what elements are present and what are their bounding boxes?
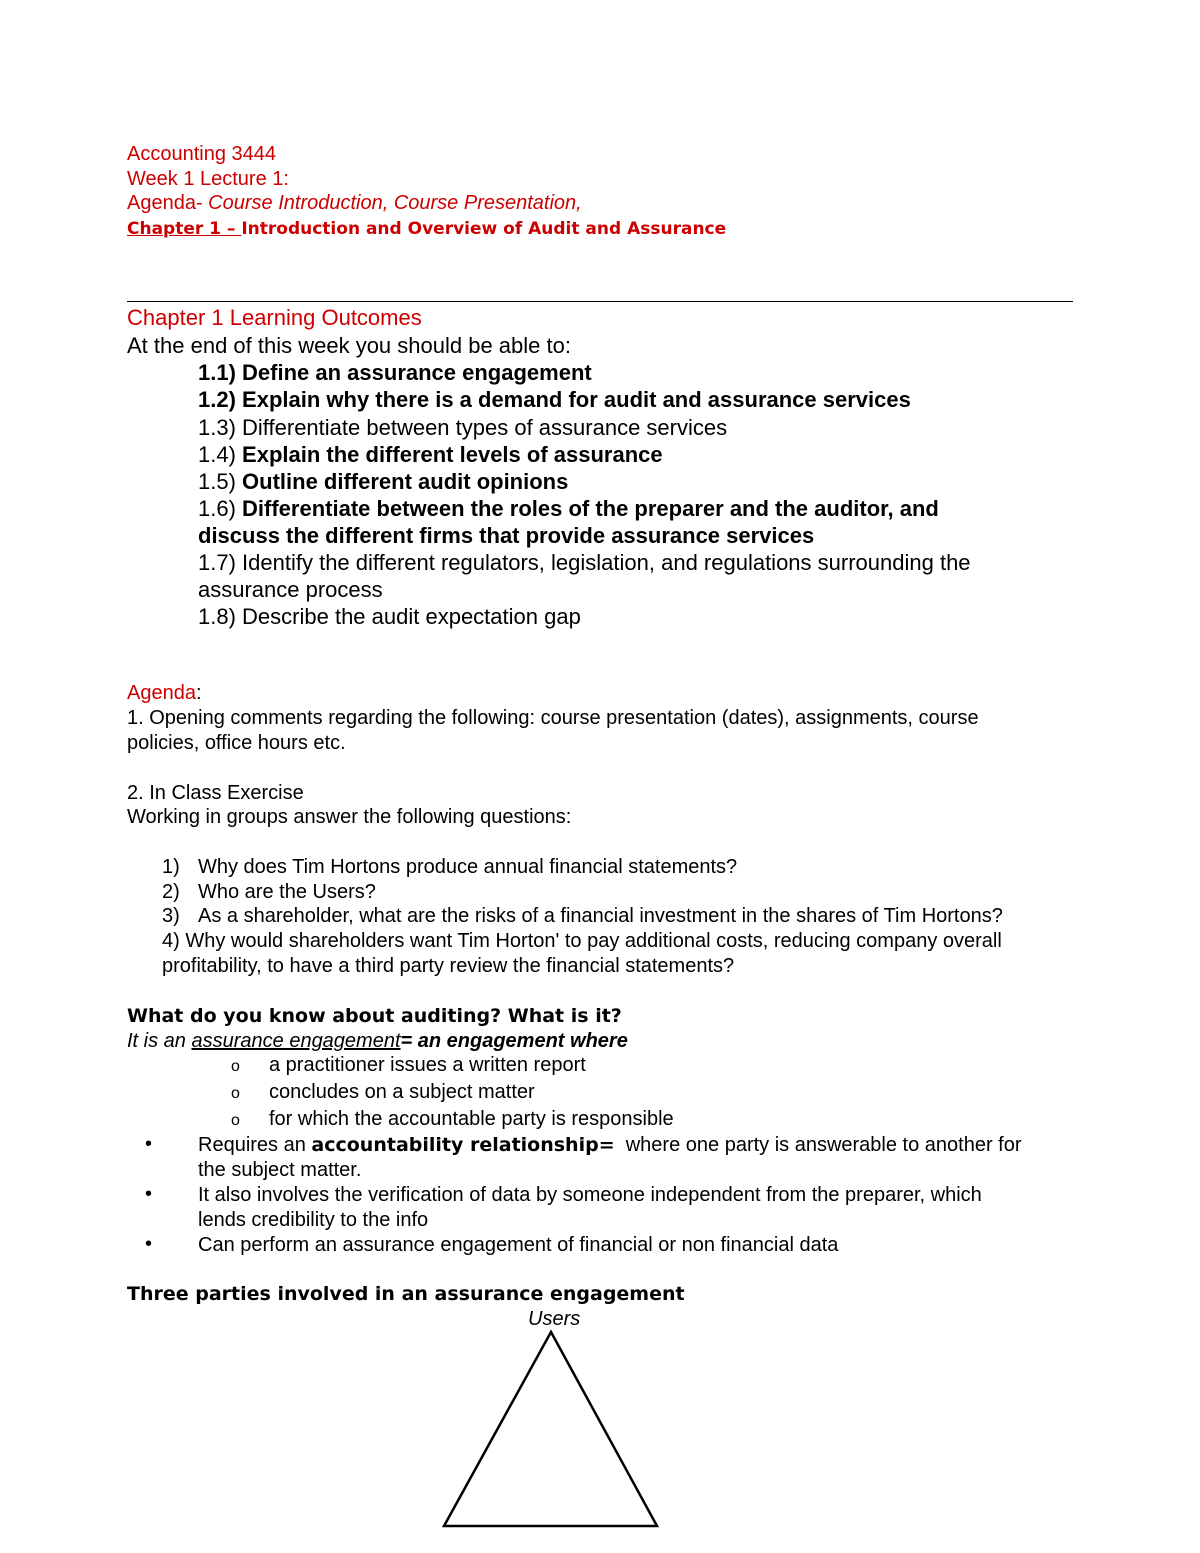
outcome-1-8: 1.8) Describe the audit expectation gap bbox=[198, 604, 581, 629]
sub-item-3: o for which the accountable party is responsible bbox=[231, 1108, 674, 1130]
header-agenda-prefix: Agenda- bbox=[127, 192, 209, 214]
bullet-1: Requires an accountability relationship= where one party is answerable to another for bbox=[198, 1134, 1022, 1156]
agenda-item-2: 2. In Class Exercise bbox=[127, 782, 304, 804]
outcome-1-1: 1.1) Define an assurance engagement bbox=[198, 360, 592, 385]
chapter-prefix: Chapter 1 – bbox=[127, 219, 242, 239]
chapter-name: Introduction and Overview of Audit and Assurance bbox=[241, 219, 727, 239]
question-2: 2) Who are the Users? bbox=[162, 881, 376, 903]
agenda-item-2-intro: Working in groups answer the following questions: bbox=[127, 806, 572, 828]
users-label: Users bbox=[528, 1308, 581, 1330]
question-4-cont: profitability, to have a third party review the financial statements? bbox=[162, 955, 735, 977]
learning-outcomes-title: Chapter 1 Learning Outcomes bbox=[127, 305, 422, 330]
question-3: 3) As a shareholder, what are the risks of a financial investment in the shares of Tim Hortons? bbox=[162, 905, 1003, 927]
bullet-2-cont: lends credibility to the info bbox=[198, 1209, 429, 1231]
outcome-1-5: 1.5) Outline different audit opinions bbox=[198, 469, 569, 494]
parties-triangle bbox=[444, 1332, 657, 1526]
bullet-2-marker: • bbox=[145, 1183, 153, 1205]
assurance-definition: It is an assurance engagement= an engagement where bbox=[127, 1030, 628, 1052]
auditing-heading: What do you know about auditing? What is it? bbox=[127, 1005, 622, 1027]
week-lecture: Week 1 Lecture 1: bbox=[127, 168, 289, 190]
bullet-2: It also involves the verification of data by someone independent from the preparer, which bbox=[198, 1184, 982, 1206]
outcome-1-6-cont: discuss the different firms that provide assurance services bbox=[198, 523, 815, 548]
sub-item-2: o concludes on a subject matter bbox=[231, 1081, 535, 1103]
outcome-1-3: 1.3) Differentiate between types of assurance services bbox=[198, 415, 728, 440]
bullet-3-marker: • bbox=[145, 1233, 153, 1255]
outcome-1-4: 1.4) Explain the different levels of assurance bbox=[198, 442, 663, 467]
outcome-1-7: 1.7) Identify the different regulators, legislation, and regulations surrounding the bbox=[198, 550, 971, 575]
sub-item-1: o a practitioner issues a written report bbox=[231, 1054, 586, 1076]
outcome-1-2: 1.2) Explain why there is a demand for audit and assurance services bbox=[198, 387, 911, 412]
outcome-1-6: 1.6) Differentiate between the roles of the preparer and the auditor, and bbox=[198, 496, 939, 521]
learning-outcomes-intro: At the end of this week you should be able to: bbox=[127, 333, 571, 358]
bullet-3: Can perform an assurance engagement of financial or non financial data bbox=[198, 1234, 839, 1256]
bullet-1-marker: • bbox=[145, 1133, 153, 1155]
agenda-item-1: 1. Opening comments regarding the following: course presentation (dates), assignments, course bbox=[127, 707, 979, 729]
outcome-1-7-cont: assurance process bbox=[198, 577, 383, 602]
question-1: 1) Why does Tim Hortons produce annual financial statements? bbox=[162, 856, 738, 878]
parties-heading: Three parties involved in an assurance engagement bbox=[127, 1283, 685, 1305]
agenda-heading: Agenda: bbox=[127, 682, 202, 704]
course-code: Accounting 3444 bbox=[127, 143, 277, 165]
question-4: 4) Why would shareholders want Tim Horton' to pay additional costs, reducing company overall bbox=[162, 930, 1002, 952]
header-agenda-items: Course Introduction, Course Presentation, bbox=[208, 192, 582, 214]
agenda-item-1-cont: policies, office hours etc. bbox=[127, 732, 346, 754]
bullet-1-cont: the subject matter. bbox=[198, 1159, 362, 1181]
